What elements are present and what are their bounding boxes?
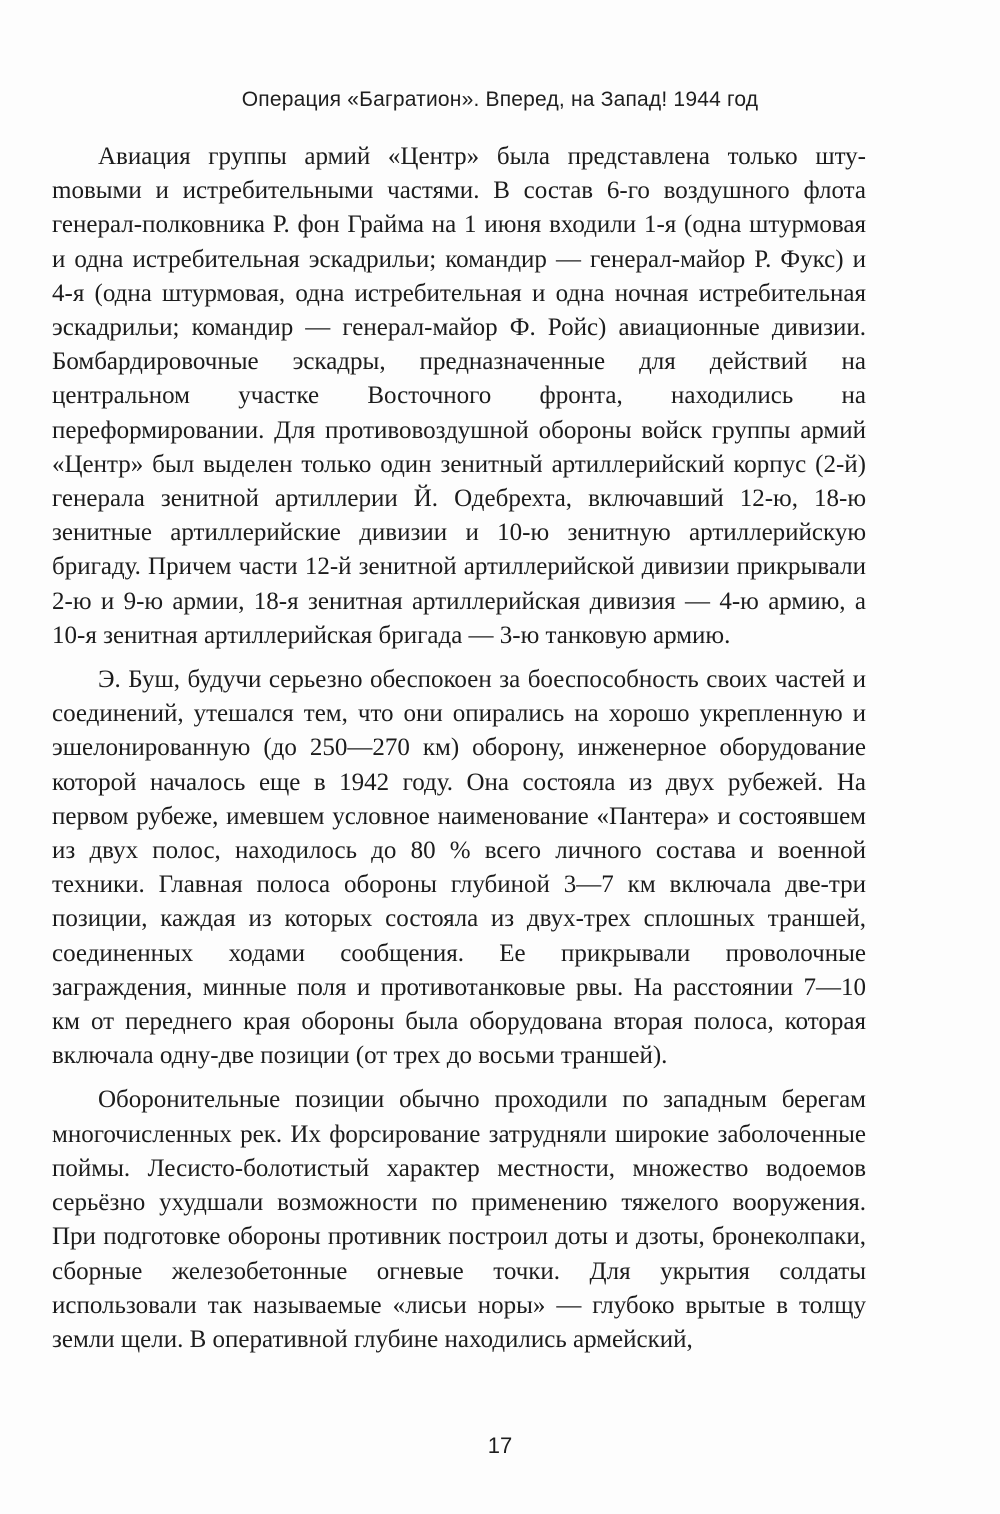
body-text <box>52 140 866 1357</box>
paragraph-aviation: Авиация группы армий «Центр» была представлена только штуmовыми и истребительными частями. В состав 6-го воздушного флота генерал-полковника Р. фон Грайма на 1 июня входили 1-я (одна штурмовая и одна истребительная эскадрильи; командир — генерал-майор Р. Фукс) и 4-я (одна штурмовая, одна истребительная и одна ночная истребительная эскадрильи; командир — генерал-майор Ф. Ройс) авиационные дивизии. Бомбардировочные эскадры, предназначенные для действий на центральном участке Восточного фронта, находились на переформировании. Для противовоздушной обороны войск группы армий «Центр» был выделен только один зенитный артиллерийский корпус (2-й) генерала зенитной артиллерии Й. Одебрехта, включавший 12-ю, 18-ю зенитные артиллерийские дивизии и 10-ю зенитную артиллерийскую бригаду. Причем части 12-й зенитной артиллерийской дивизии прикрывали 2-ю и 9-ю армии, 18-я зенитная артиллерийская дивизия — 4-ю армию, а 10-я зенитная артиллерийская бригада — 3-ю танковую армию. <box>52 143 866 649</box>
running-head: Операция «Багратион». Вперед, на Запад! 1944 год <box>241 88 759 111</box>
paragraph-defensive-positions: Оборонительные позиции обычно проходили по западным берегам многочисленных рек. Их форсирование затрудняли широкие заболоченные поймы. Лесисто-болотистый характер местности, множество водоемов серьёзно ухудшали возможности по применению тяжелого вооружения. При подготовке обороны противник построил доты и дзоты, бронеколпаки, сборные железобетонные огневые точки. Для укрытия солдаты использовали так называемые «лисьи норы» — глубоко врытые в толщу земли щели. В оперативной глубине находились армейский, <box>52 1086 866 1353</box>
page-number: 17 <box>487 1433 513 1458</box>
paragraph-defense-lines: Э. Буш, будучи серьезно обеспокоен за боеспособность своих частей и соединений, утешался тем, что они опирались на хорошо укрепленную и эшелонированную (до 250—270 км) оборону, инженерное оборудование которой началось еще в 1942 году. Она состояла из двух рубежей. На первом рубеже, имевшем условное наименование «Пантера» и состоявшем из двух полос, находилось до 80 % всего личного состава и военной техники. Главная полоса обороны глубиной 3—7 км включала две-три позиции, каждая из которых состояла из двух-трех сплошных траншей, соединенных ходами сообщения. Ее прикрывали проволочные заграждения, минные поля и противотанковые рвы. На расстоянии 7—10 км от переднего края обороны была оборудована вторая полоса, которая включала одну-две позиции (от трех до восьми траншей). <box>52 666 866 1070</box>
